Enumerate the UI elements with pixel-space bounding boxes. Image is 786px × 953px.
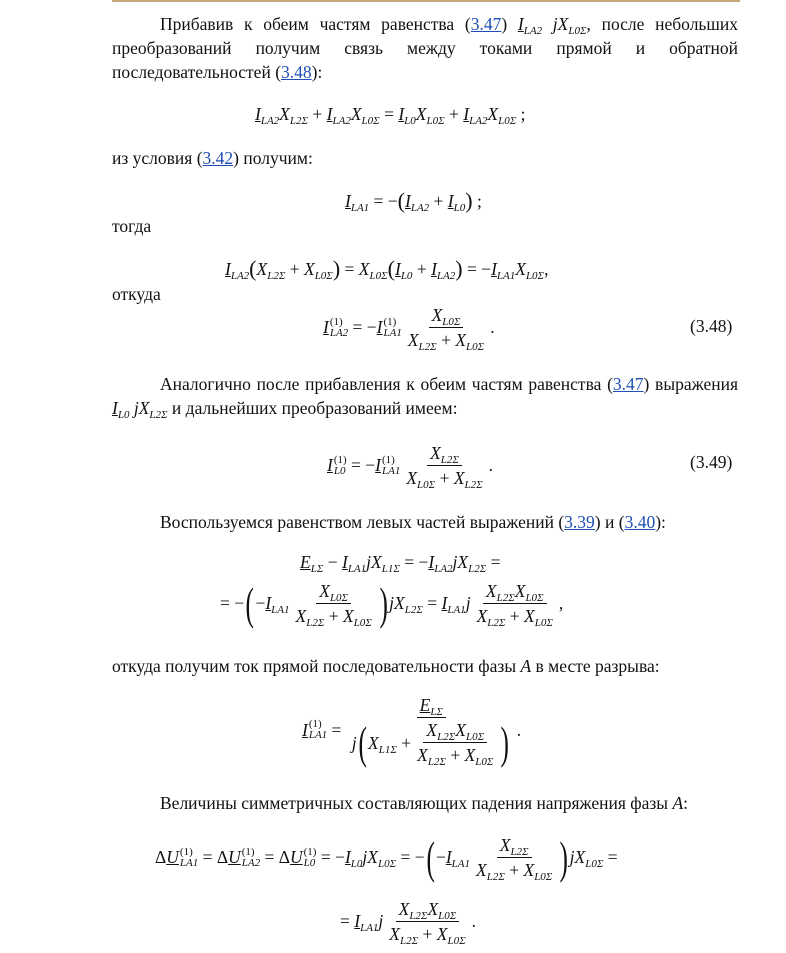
equation-3-48: I (1) LA2 = − I (1) LA1 $\frac{X_{L0\Sigma}}{X_{L2\Sigma} + X_{L0\Sigma}}$ . (323, 305, 495, 353)
paragraph-4: Воспользуемся равенством левых частей выражений (3.39) и (3.40): (160, 512, 666, 532)
equation-voltage-line2: = $I_{LA1}j$ $\frac{X_{L2\Sigma}X_{L0\Sigma}}{X_{L2\Sigma} + X_{L0\Sigma}}$ . (340, 899, 477, 947)
ref-3-48[interactable]: 3.48 (281, 62, 312, 82)
equation-ila2-expansion: $I_{LA2}$ ( $X_{L2\Sigma}$ + $X_{L0\Sigma}$ ) = $X_{L0\Sigma}$ ( $I_{L0}$ + $I_{LA2}$ ) = − $I_{LA1}X_{L0\Sigma}$ , (225, 256, 549, 282)
equation-voltage-line1: Δ U (1) LA1 = Δ U (1) LA2 = Δ U (1) L0 = − $I_{L0}jX_{L0\Sigma}$ = − ( − $I_{LA1}$ $\frac{X_{L2\Sigma}}{X_{L2\Sigma} + X_{L0\Sigma}}$ ) $jX_{L0\Sigma}$ = (155, 831, 618, 883)
equation-ila1-break: I (1) LA1 = $E_{L\Sigma}$ j ( $X_{L1\Sigma}$ + $\frac{X_{L2\Sigma}X_{L0\Sigma}}{X_{L2\Sigma} + X_{L0\Sigma}}$ ) . (302, 695, 522, 768)
ref-3-39[interactable]: 3.39 (564, 512, 595, 532)
paragraph-1: Прибавив к обеим частям равенства (3.47) $I_{LA2}$ $jX_{L0\Sigma}$, после небольших преобразований получим связь между токами прямой и обратной последовательностей (3.48): (112, 14, 738, 82)
ref-3-47[interactable]: 3.47 (470, 14, 502, 34)
paragraph-2: из условия (3.42) получим: (112, 148, 313, 168)
top-rule (112, 0, 740, 2)
paragraph-3: Аналогично после прибавления к обеим частям равенства (3.47) выражения $I_{L0}$ $jX_{L2\Sigma}$ и дальнейших преобразований имеем: (112, 374, 739, 421)
paragraph-5: откуда получим ток прямой последовательности фазы A в месте разрыва: (112, 656, 660, 676)
equation-currents-relation: $I_{LA2}X_{L2\Sigma}$ + $I_{LA2}X_{L0\Sigma}$ = $I_{L0}X_{L0\Sigma}$ + $I_{LA2}X_{L0\Sigma}$ ; (255, 104, 526, 127)
equation-emf-line2: = − ( − $I_{LA1}$ $\frac{X_{L0\Sigma}}{X_{L2\Sigma} + X_{L0\Sigma}}$ ) $jX_{L2\Sigma}$ = $I_{LA1}j$ $\frac{X_{L2\Sigma}X_{L0\Sigma}}{X_{L2\Sigma} + X_{L0\Sigma}}$ , (220, 577, 564, 629)
word-togda: тогда (112, 216, 152, 236)
ref-3-40[interactable]: 3.40 (624, 512, 656, 532)
equation-number-3-49: (3.49) (690, 452, 733, 472)
equation-emf-line1: $E_{L\Sigma}$ − $I_{LA1}jX_{L1\Sigma}$ = − $I_{LA2}jX_{L2\Sigma}$ = (300, 552, 501, 575)
ref-3-42[interactable]: 3.42 (202, 148, 234, 168)
word-otkuda: откуда (112, 284, 161, 304)
paragraph-6: Величины симметричных составляющих падения напряжения фазы A: (160, 793, 689, 813)
equation-3-49: I (1) L0 = − I (1) LA1 $\frac{X_{L2\Sigma}}{X_{L0\Sigma} + X_{L2\Sigma}}$ . (327, 443, 494, 491)
ref-3-47-b[interactable]: 3.47 (612, 374, 644, 394)
equation-number-3-48: (3.48) (690, 316, 733, 336)
equation-ila1: $I_{LA1}$ = − ( $I_{LA2}$ + $I_{L0}$ ) ; (345, 188, 482, 214)
